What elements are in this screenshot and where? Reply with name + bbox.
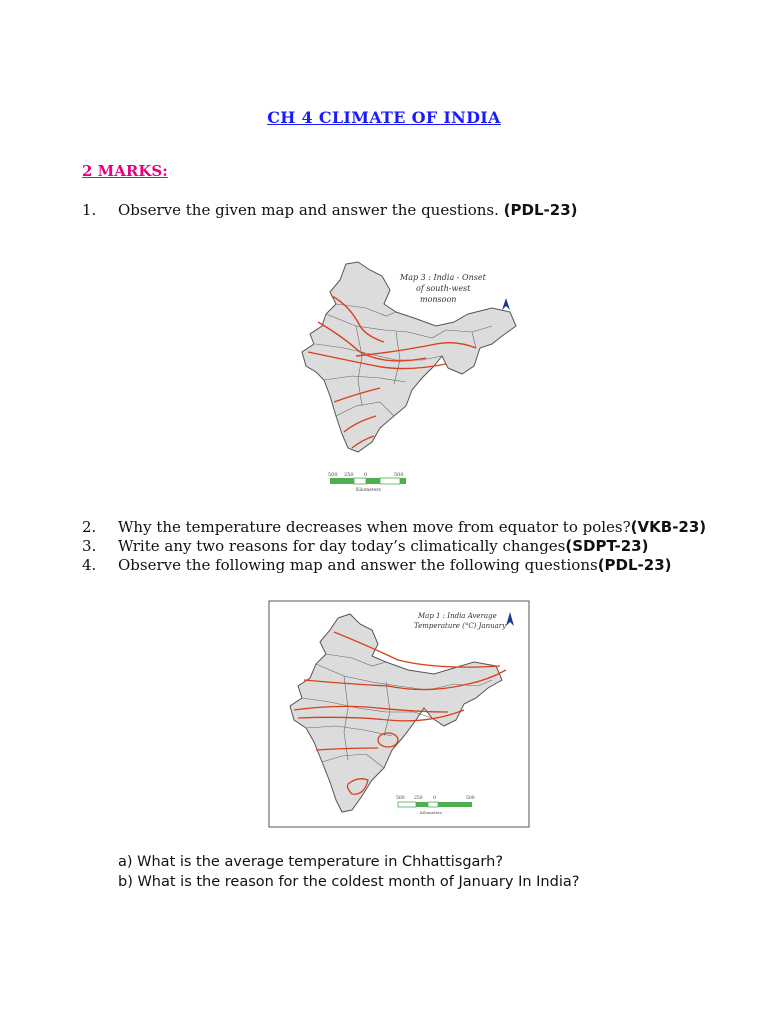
question-2: [82, 518, 706, 536]
scale-label: 250: [414, 796, 423, 801]
question-number: 2.: [82, 518, 97, 536]
scale-label: 500: [466, 796, 475, 801]
scale-label: 0: [364, 472, 368, 478]
document-title: CH 4 CLIMATE OF INDIA: [267, 108, 501, 127]
scale-unit: Kilometers: [420, 810, 443, 815]
section-heading: 2 MARKS:: [82, 162, 168, 180]
january-temperature-map: [268, 600, 530, 834]
question-tag: (PDL-23): [597, 556, 672, 574]
scale-label: 500: [394, 472, 404, 478]
map-caption-line: monsoon: [420, 295, 457, 304]
question-tag: (VKB-23): [630, 518, 707, 536]
question-text: Observe the following map and answer the following questions: [118, 556, 598, 574]
monsoon-onset-map: [296, 256, 532, 496]
question-number: 1.: [82, 201, 97, 219]
subquestion-a: a) What is the average temperature in Chhattisgarh?: [118, 854, 504, 870]
map-caption-line: Map 1 : India Average: [418, 612, 497, 620]
question-tag: (PDL-23): [503, 201, 578, 219]
north-arrow-icon: [502, 298, 510, 310]
question-1: [82, 201, 578, 219]
map-caption-line: of south-west: [416, 284, 471, 293]
question-tag: (SDPT-23): [565, 537, 649, 555]
map-caption-line: Temperature (°C) January: [414, 622, 507, 630]
question-4: [82, 556, 672, 574]
map-caption-line: Map 3 : India - Onset: [400, 273, 486, 282]
question-text: Write any two reasons for day today’s climatically changes: [118, 537, 566, 555]
scale-label: 0: [433, 796, 436, 801]
subquestion-b: b) What is the reason for the coldest month of January In India?: [118, 874, 580, 890]
question-text: Why the temperature decreases when move from equator to poles?: [118, 518, 631, 536]
question-number: 4.: [82, 556, 97, 574]
question-3: [82, 537, 648, 555]
scale-unit: Kilometers: [356, 488, 381, 493]
scale-bar: [328, 472, 406, 493]
scale-label: 250: [344, 472, 354, 478]
scale-label: 500: [396, 796, 405, 801]
question-number: 3.: [82, 537, 97, 555]
scale-label: 500: [328, 472, 338, 478]
question-text: Observe the given map and answer the questions.: [118, 201, 504, 219]
